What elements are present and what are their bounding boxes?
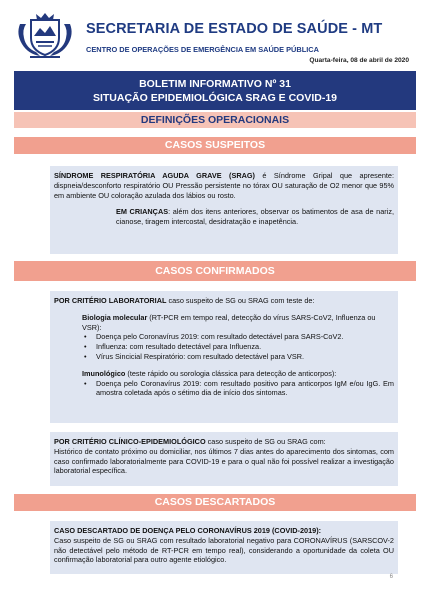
srag-definition [54, 171, 394, 200]
bulletin-number: BOLETIM INFORMATIVO Nº 31 [139, 78, 291, 90]
section-header-definicoes: DEFINIÇÕES OPERACIONAIS [14, 112, 416, 128]
srag-text: é Síndrome Gripal que apresente: dispneia/desconforto respiratório OU Pressão persistente no tórax OU saturação de O2 menor que 95% em ambiente OU coloração azulada dos lábios ou rosto. [54, 171, 395, 200]
clin-label: POR CRITÉRIO CLÍNICO-EPIDEMIOLÓGICO [54, 437, 206, 446]
bulletin-date: Quarta-feira, 08 de abril de 2020 [309, 57, 409, 64]
bio-label: Biologia molecular [82, 312, 148, 322]
criancas-label: EM CRIANÇAS [116, 207, 169, 217]
bio-item: • Vírus Sincicial Respiratório: com resultado detectável para VSR. [82, 352, 394, 362]
bulletin-topic: SITUAÇÃO EPIDEMIOLÓGICA SRAG E COVID-19 [92, 92, 338, 104]
clin-criteria-intro [54, 437, 394, 447]
bulletin-page [6, 4, 423, 596]
page-title: SECRETARIA DE ESTADO DE SAÚDE - MT [86, 21, 383, 37]
clin-criteria-body: Histórico de contato próximo ou domiciliar, nos últimos 7 dias antes do aparecimento dos sintomas, com caso confirmado laboratorialmente para COVID-19 e para o qual não foi possível realizar a investigação laboratorial específica. [54, 446, 394, 476]
bio-text: (RT-PCR em tempo real, detecção do vírus SARS-CoV2, Influenza ou VSR): [82, 312, 376, 332]
lab-criteria-intro [54, 296, 394, 306]
section-header-confirmados: CASOS CONFIRMADOS [14, 261, 416, 281]
bio-item: • Doença pelo Coronavírus 2019: com resultado detectável para SARS-CoV2. [82, 332, 394, 342]
criancas-definition [116, 207, 394, 227]
bulletin-banner [14, 71, 416, 110]
descartados-box [50, 521, 398, 574]
imunologico [82, 369, 394, 379]
suspeitos-box [50, 166, 398, 254]
clin-criteria-box [50, 432, 398, 486]
imuno-item: • Doença pelo Coronavírus 2019: com resultado positivo para anticorpos IgM e/ou IgG. Em amostra coletada após o sétimo dia de início dos sintomas. [82, 379, 394, 399]
clin-text: caso suspeito de SG ou SRAG com: [205, 437, 326, 446]
lab-label: POR CRITÉRIO LABORATORIAL [54, 296, 167, 305]
imuno-text: (teste rápido ou sorologia clássica para detecção de anticorpos): [125, 368, 337, 378]
lab-text: caso suspeito de SG ou SRAG com teste de: [166, 296, 315, 305]
descartado-label: CASO DESCARTADO DE DOENÇA PELO CORONAVÍRUS 2019 (COVID-2019): [54, 526, 322, 535]
bio-item: • Influenza: com resultado detectável para Influenza. [82, 342, 394, 352]
page-number: 6 [389, 574, 393, 580]
srag-label: SÍNDROME RESPIRATÓRIA AGUDA GRAVE (SRAG) [54, 171, 255, 180]
bio-molecular [82, 313, 394, 333]
section-header-descartados: CASOS DESCARTADOS [14, 494, 416, 511]
criancas-text: : além dos itens anteriores, observar os batimentos de asa de nariz, cianose, tiragem intercostal, desidratação e inapetência. [116, 207, 394, 227]
page-subtitle: CENTRO DE OPERAÇÕES DE EMERGÊNCIA EM SAÚDE PÚBLICA [86, 45, 319, 54]
lab-criteria-box [50, 291, 398, 423]
coat-of-arms-logo [16, 12, 74, 60]
section-header-suspeitos: CASOS SUSPEITOS [14, 137, 416, 154]
header [6, 4, 423, 70]
descartado-text: Caso suspeito de SG ou SRAG com resultado laboratorial negativo para CORONAVÍRUS (SARSCOV-2 não detectável pelo método de RT-PCR em tempo real), considerando a oportunidade da coleta OU confirmação laboratorial para outro agente etiológico. [54, 535, 394, 565]
imuno-label: Imunológico [82, 368, 126, 378]
